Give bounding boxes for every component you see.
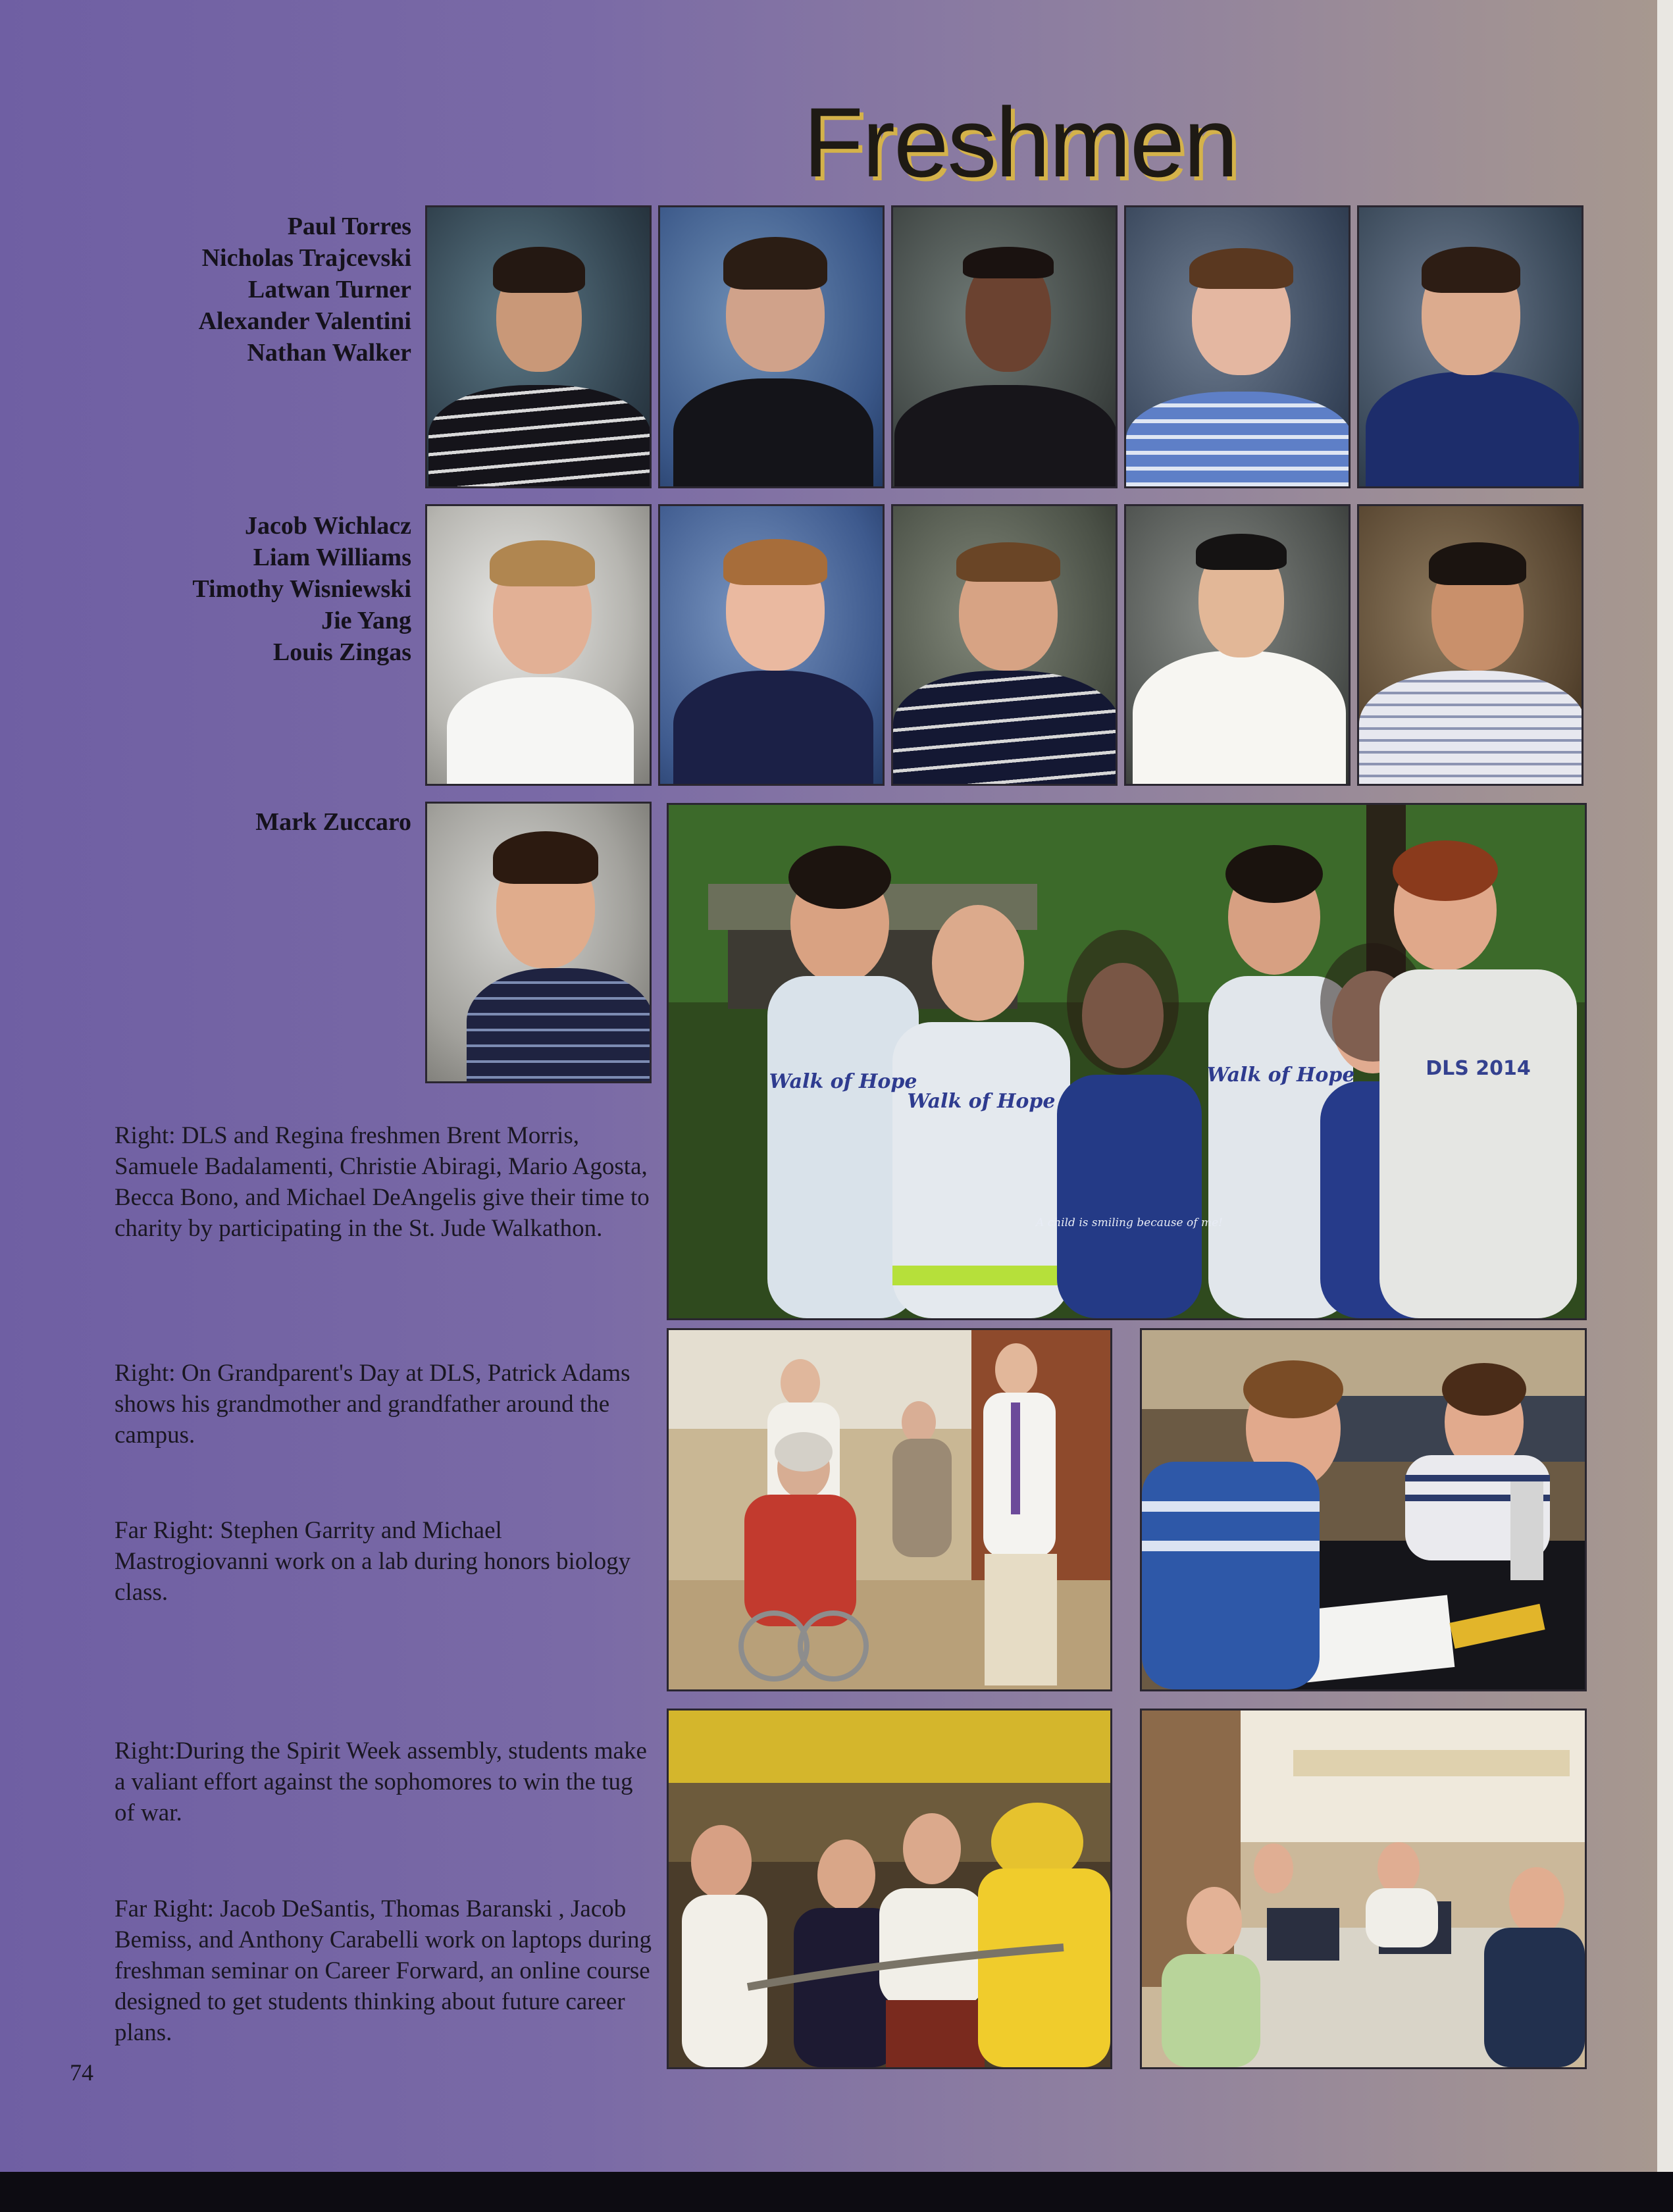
- student-portrait: [1124, 504, 1351, 786]
- caption-walkathon: Right: DLS and Regina freshmen Brent Morris, Samuele Badalamenti, Christie Abiragi, Mario Agosta, Becca Bono, and Michael DeAngelis give their time to charity by participating in the St. Jude Walkathon.: [115, 1122, 650, 1242]
- student-portrait: [658, 205, 885, 488]
- student-portrait: [1124, 205, 1351, 488]
- student-name: Paul Torres: [287, 213, 411, 240]
- walkathon-scene: [669, 805, 1585, 1318]
- seminar-scene: [1142, 1710, 1585, 2067]
- student-portrait: [891, 205, 1118, 488]
- grandparents-day-photo: [667, 1328, 1112, 1691]
- student-name: Louis Zingas: [272, 638, 411, 666]
- portrait-names-row-2: [79, 510, 411, 668]
- student-name: Alexander Valentini: [198, 307, 411, 335]
- shirt-text: A child is smiling because of me!: [1036, 1216, 1223, 1229]
- page-edge: [1657, 0, 1673, 2172]
- student-name: Timothy Wisniewski: [192, 575, 411, 603]
- caption-grandparents-day: Right: On Grandparent's Day at DLS, Patrick Adams shows his grandmother and grandfather around the campus.: [115, 1360, 631, 1449]
- page-bottom-edge: [0, 2172, 1673, 2212]
- caption-biology: Far Right: Stephen Garrity and Michael Mastrogiovanni work on a lab during honors biology class.: [115, 1517, 631, 1606]
- caption-freshman-seminar: Far Right: Jacob DeSantis, Thomas Baranski , Jacob Bemiss, and Anthony Carabelli work on laptops during freshman seminar on Career Forward, an online course designed to get students thinking about future career plans.: [115, 1895, 652, 2046]
- student-name: Liam Williams: [253, 544, 411, 571]
- student-name: Mark Zuccaro: [255, 808, 411, 836]
- student-name: Jacob Wichlacz: [245, 512, 411, 540]
- student-portrait: [658, 504, 885, 786]
- student-portrait: [1357, 205, 1583, 488]
- student-portrait: [891, 504, 1118, 786]
- page-title: Freshmen: [803, 87, 1237, 197]
- walkathon-photo: [667, 803, 1587, 1320]
- freshman-seminar-photo: [1140, 1709, 1587, 2069]
- grandparents-scene: [669, 1330, 1110, 1689]
- student-portrait: [425, 205, 652, 488]
- student-name: Nathan Walker: [247, 339, 411, 367]
- student-name: Jie Yang: [321, 607, 411, 634]
- biology-lab-photo: [1140, 1328, 1587, 1691]
- biology-scene: [1142, 1330, 1585, 1689]
- shirt-text: Walk of Hope: [907, 1090, 1056, 1113]
- caption-spirit-week: Right:During the Spirit Week assembly, students make a valiant effort against the sophomores to win the tug of war.: [115, 1737, 647, 1826]
- student-portrait: [425, 802, 652, 1083]
- portrait-names-row-1: [79, 211, 411, 369]
- tug-of-war-photo: [667, 1709, 1112, 2069]
- shirt-text: Walk of Hope: [769, 1070, 917, 1093]
- shirt-text: DLS 2014: [1426, 1057, 1531, 1080]
- student-portrait: [1357, 504, 1583, 786]
- student-name: Latwan Turner: [247, 276, 411, 303]
- student-name: Nicholas Trajcevski: [201, 244, 411, 272]
- student-portrait: [425, 504, 652, 786]
- page-number: 74: [70, 2059, 93, 2086]
- portrait-names-row-3: [79, 806, 411, 838]
- tug-of-war-scene: [669, 1710, 1110, 2067]
- shirt-text: Walk of Hope: [1206, 1064, 1355, 1087]
